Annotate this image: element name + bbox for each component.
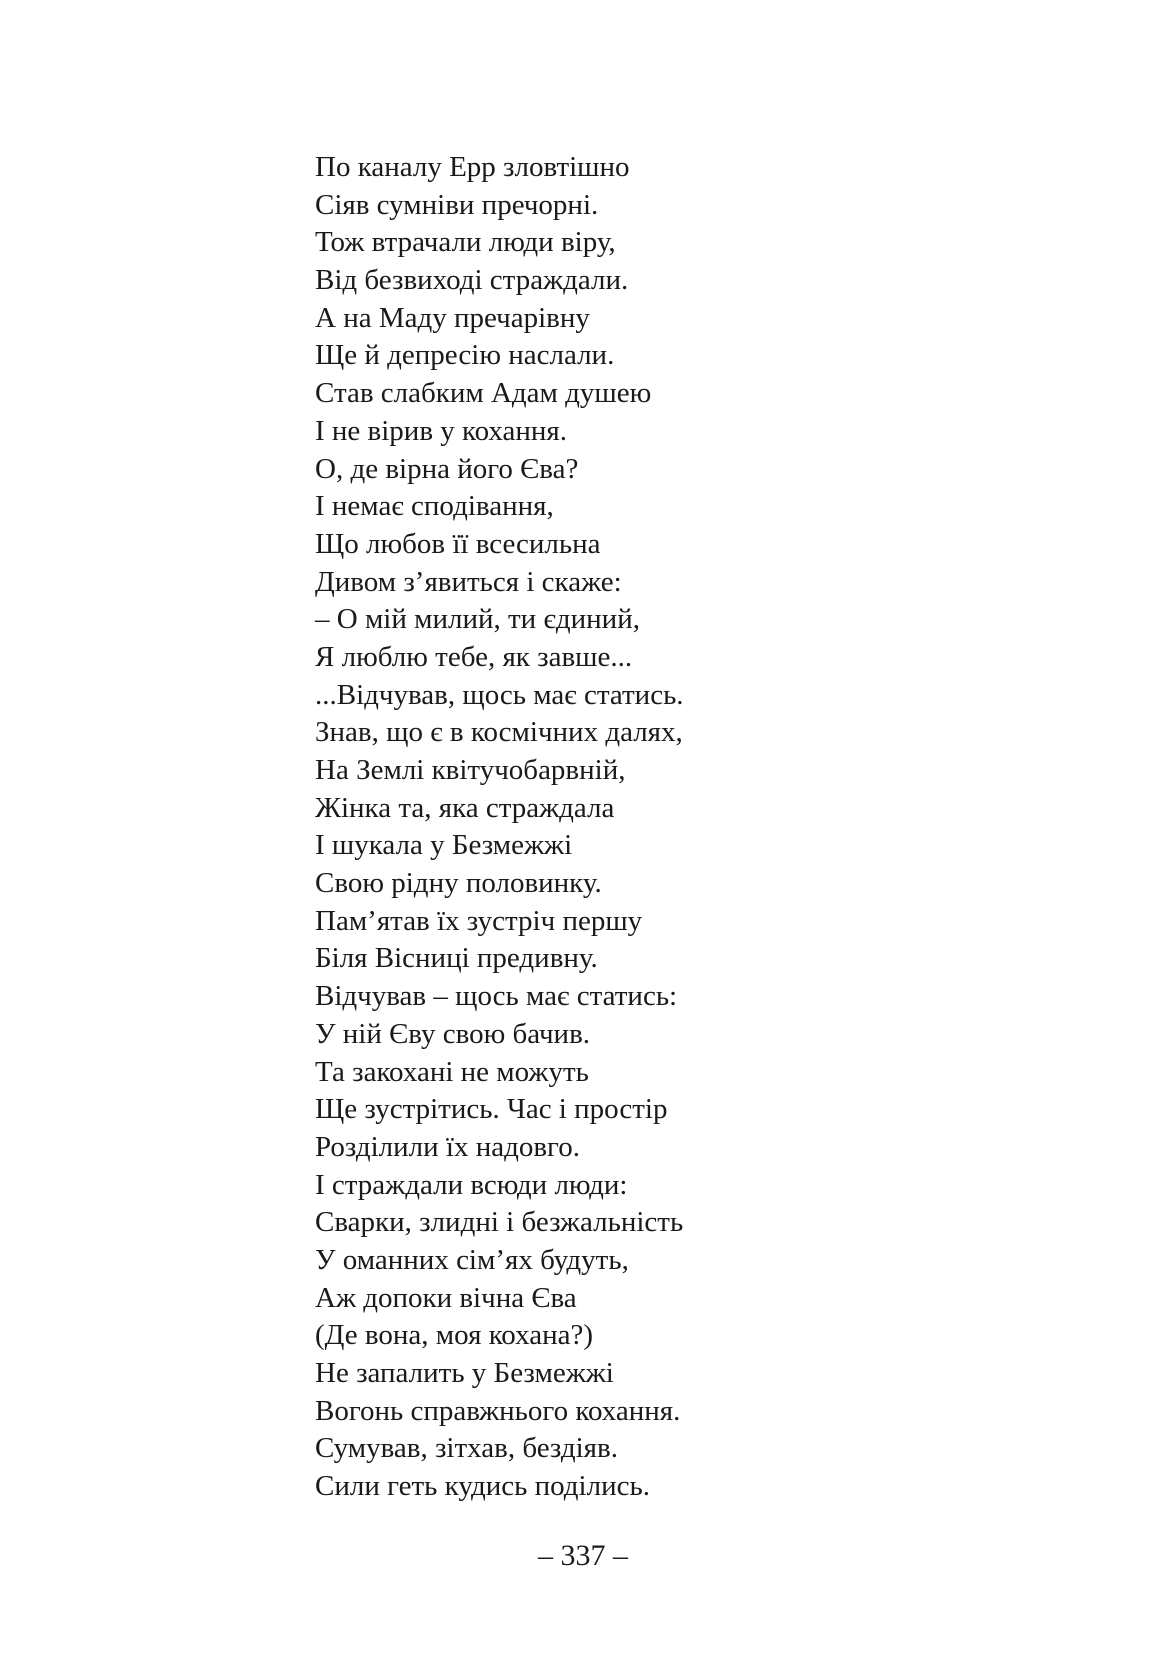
page-number: – 337 – xyxy=(538,1539,628,1572)
poem-line: По каналу Ерр зловтішно xyxy=(315,151,630,183)
poem-line: Біля Вісниці предивну. xyxy=(315,942,598,975)
poem-line: Став слабким Адам душею xyxy=(315,377,652,410)
poem-line: Та закохані не можуть xyxy=(315,1055,589,1088)
poem-line: – О мій милий, ти єдиний, xyxy=(315,603,640,636)
poem-line: Аж допоки вічна Єва xyxy=(315,1281,577,1314)
poem-line: Жінка та, яка страждала xyxy=(315,791,615,824)
poem-line: Дивом з’явиться і скаже: xyxy=(315,565,622,598)
poem-line: Вогонь справжнього кохання. xyxy=(315,1394,681,1427)
poem-line: О, де вірна його Єва? xyxy=(315,452,579,485)
poem-line: Сіяв сумніви пречорні. xyxy=(315,188,599,221)
poem-line: На Землі квітучобарвній, xyxy=(315,754,626,786)
poem-line: У ній Єву свою бачив. xyxy=(315,1017,591,1050)
poem-line: Свою рідну половинку. xyxy=(315,867,602,900)
poem-line: Тож втрачали люди віру, xyxy=(315,226,616,259)
poem-line: Пам’ятав їх зустріч першу xyxy=(315,904,643,937)
poem-line: Від безвиході страждали. xyxy=(315,264,629,297)
poem-line: Сварки, злидні і безжальність xyxy=(315,1206,684,1239)
poem-line: І немає сподівання, xyxy=(315,490,554,523)
poem-line: Ще й депресію наслали. xyxy=(315,339,615,372)
poem-line: І шукала у Безмежжі xyxy=(315,829,573,862)
poem-line: Сумував, зітхав, бездіяв. xyxy=(315,1432,618,1465)
poem-line: (Де вона, моя кохана?) xyxy=(315,1319,593,1352)
poem-line: Розділили їх надовго. xyxy=(315,1130,580,1163)
poem-line: І страждали всюди люди: xyxy=(315,1168,628,1201)
poem-line: І не вірив у кохання. xyxy=(315,414,568,447)
poem-line: Я люблю тебе, як завше... xyxy=(315,640,633,673)
poem-line: У оманних сім’ях будуть, xyxy=(315,1243,629,1276)
poem-line: Сили геть кудись поділись. xyxy=(315,1470,650,1503)
poem-text xyxy=(315,149,1075,1506)
poem-line: Відчував – щось має статись: xyxy=(315,980,678,1013)
poem-line: Не запалить у Безмежжі xyxy=(315,1357,614,1389)
poem-line: Що любов її всесильна xyxy=(315,527,601,560)
poem-line: ...Відчував, щось має статись. xyxy=(315,678,684,711)
poem-line: А на Маду пречарівну xyxy=(315,301,590,334)
poem-line: Ще зустрітись. Час і простір xyxy=(315,1093,668,1126)
poem-line: Знав, що є в космічних далях, xyxy=(315,716,683,749)
